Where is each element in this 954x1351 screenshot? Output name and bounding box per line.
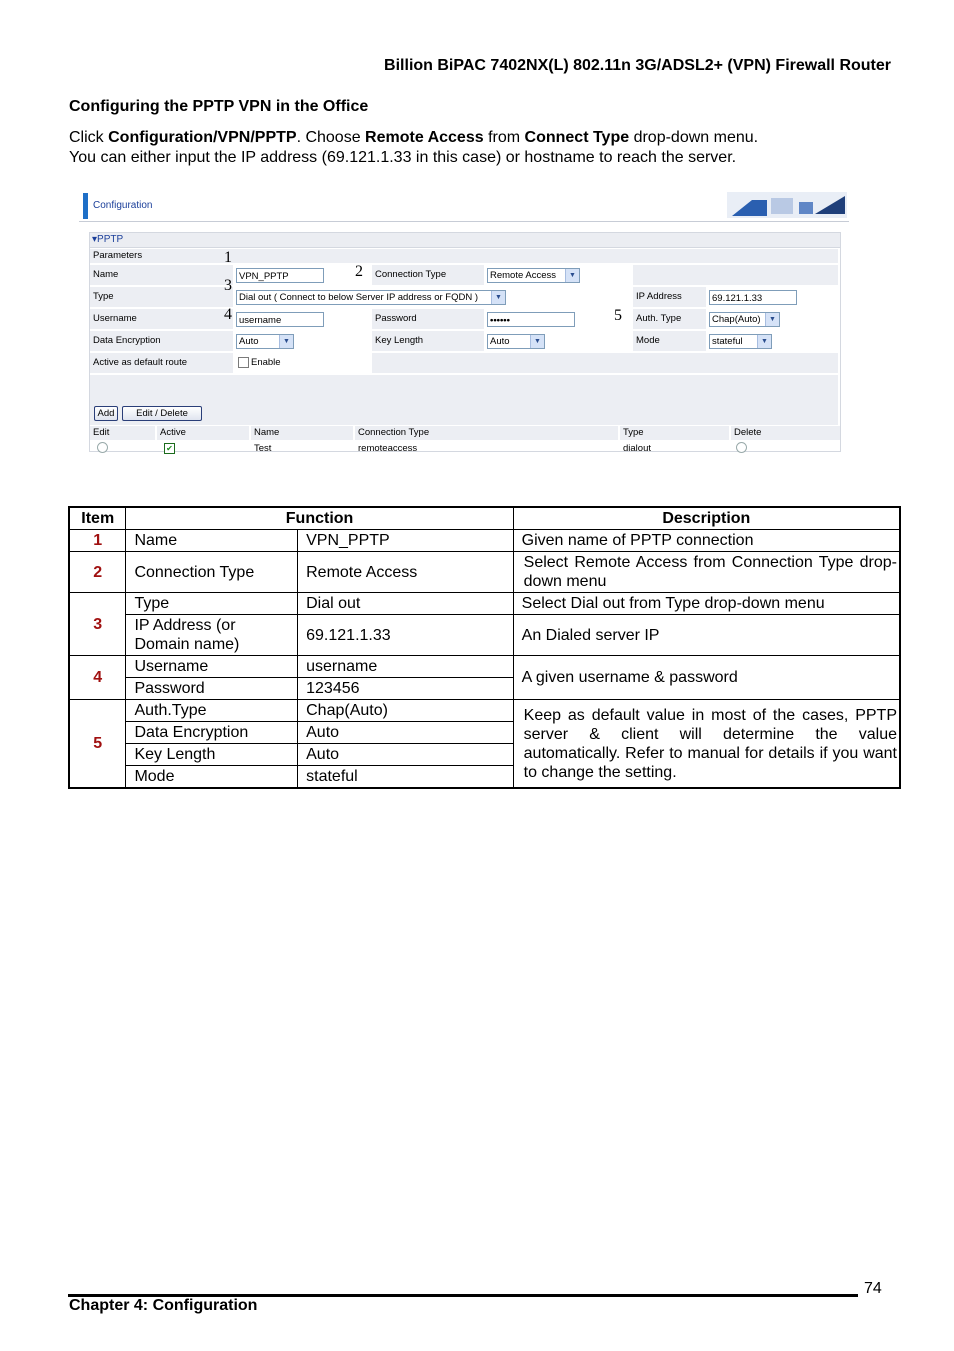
- function-value: 123456: [298, 678, 514, 700]
- callout-2: 2: [355, 263, 363, 280]
- function-name: Name: [126, 530, 298, 552]
- pptp-label: PPTP: [97, 234, 124, 245]
- table-row: [69, 700, 900, 722]
- chevron-down-icon: ▼: [279, 335, 293, 348]
- spacer-row: [90, 375, 840, 403]
- parameters-row: [90, 249, 840, 263]
- function-name: Auth.Type: [126, 700, 298, 722]
- callout-1: 1: [224, 249, 232, 266]
- item-number: 5: [69, 700, 126, 789]
- keylen-label: Key Length: [372, 331, 486, 351]
- function-value: Auto: [298, 744, 514, 766]
- password-label: Password: [372, 309, 486, 329]
- table-row: [69, 530, 900, 552]
- configuration-title: Configuration: [93, 200, 153, 211]
- mode-select[interactable]: [709, 334, 772, 349]
- conn-type-cell: [486, 265, 633, 285]
- intro-part: from: [483, 129, 525, 146]
- auth-select[interactable]: [709, 312, 780, 327]
- col-active: Active: [157, 426, 251, 440]
- section-title: Configuring the PPTP VPN in the Office: [69, 98, 369, 115]
- edit-delete-button[interactable]: Edit / Delete: [122, 406, 202, 421]
- radio-icon: [736, 442, 747, 453]
- function-value: Chap(Auto): [298, 700, 514, 722]
- item-number: 3: [69, 593, 126, 656]
- header-description: Description: [513, 507, 900, 530]
- name-cell: [235, 265, 372, 285]
- name-row: [90, 265, 840, 285]
- function-name: Type: [126, 593, 298, 615]
- intro-part: Click: [69, 129, 109, 146]
- intro-text: [69, 128, 889, 168]
- col-delete: Delete: [731, 426, 840, 440]
- col-edit: Edit: [90, 426, 157, 440]
- header-item: Item: [69, 507, 126, 530]
- intro-bold: Configuration/VPN/PPTP: [108, 129, 297, 146]
- password-cell: [486, 309, 633, 329]
- intro-bold: Connect Type: [524, 129, 630, 146]
- buttons-row: [90, 403, 840, 425]
- type-value: Dial out ( Connect to below Server IP address or FQDN ): [239, 292, 479, 303]
- description: Given name of PPTP connection: [513, 530, 900, 552]
- col-conn-type: Connection Type: [355, 426, 620, 440]
- function-value: 69.121.1.33: [298, 615, 514, 656]
- pptp-panel: [89, 232, 841, 452]
- function-name: Password: [126, 678, 298, 700]
- type-row: [90, 287, 840, 307]
- description: An Dialed server IP: [513, 615, 900, 656]
- row-name: Test: [254, 443, 272, 454]
- default-route-label: Active as default route: [90, 353, 235, 373]
- callout-3: 3: [224, 277, 232, 294]
- header-illustration-icon: [727, 192, 847, 218]
- keylen-cell: [486, 331, 633, 351]
- parameters-label: Parameters: [90, 249, 840, 263]
- callout-5: 5: [614, 307, 622, 324]
- ip-input[interactable]: 69.121.1.33: [709, 290, 797, 305]
- ip-label: IP Address: [633, 287, 708, 307]
- username-row: [90, 309, 840, 329]
- username-label: Username: [90, 309, 235, 329]
- intro-part: . Choose: [296, 129, 366, 146]
- description: Keep as default value in most of the cases, PPTP server & client will determine the value automatically. Refer to manual for details if you want to change the setting.: [513, 700, 900, 789]
- description: Select Dial out from Type drop-down menu: [513, 593, 900, 615]
- delete-radio[interactable]: [733, 442, 747, 456]
- intro-line2: You can either input the IP address (69.121.1.33 in this case) or hostname to reach the server.: [69, 149, 737, 166]
- buttons-cell: [90, 403, 840, 425]
- row-conn-type: remoteaccess: [358, 443, 418, 454]
- col-name: Name: [251, 426, 355, 440]
- auth-cell: [708, 309, 840, 329]
- password-input[interactable]: ••••••: [487, 312, 575, 327]
- item-number: 2: [69, 552, 126, 593]
- enc-label: Data Encryption: [90, 331, 235, 351]
- screenshot-header: [79, 190, 849, 222]
- active-checkbox[interactable]: [161, 442, 177, 456]
- spacer-cell: [90, 375, 840, 403]
- enc-cell: [235, 331, 372, 351]
- conn-type-select[interactable]: [487, 268, 580, 283]
- check-icon: ✔: [164, 443, 175, 454]
- table-row: [69, 552, 900, 593]
- item-number: 1: [69, 530, 126, 552]
- intro-bold: Remote Access: [365, 129, 484, 146]
- function-name: Connection Type: [126, 552, 298, 593]
- username-input[interactable]: username: [236, 312, 324, 327]
- pptp-panel-title[interactable]: ▾PPTP: [90, 233, 840, 248]
- chevron-down-icon: ▼: [765, 313, 779, 326]
- page-number: 74: [864, 1280, 882, 1297]
- enc-select[interactable]: [236, 334, 294, 349]
- auth-value: Chap(Auto): [712, 314, 761, 325]
- mode-cell: [708, 331, 840, 351]
- document-header: Billion BiPAC 7402NX(L) 802.11n 3G/ADSL2+ (VPN) Firewall Router: [384, 57, 891, 74]
- row-type: dialout: [623, 443, 651, 454]
- mode-value: stateful: [712, 336, 743, 347]
- function-name: IP Address (or Domain name): [126, 615, 298, 656]
- description: A given username & password: [513, 656, 900, 700]
- intro-part: drop-down menu.: [629, 129, 759, 146]
- radio-icon: [97, 442, 108, 453]
- default-route-cell: [235, 353, 372, 373]
- enc-value: Auto: [239, 336, 259, 347]
- keylen-select[interactable]: [487, 334, 545, 349]
- add-button[interactable]: Add: [94, 406, 118, 421]
- item-number: 4: [69, 656, 126, 700]
- function-value: Remote Access: [298, 552, 514, 593]
- keylen-value: Auto: [490, 336, 510, 347]
- name-input[interactable]: VPN_PPTP: [236, 268, 324, 283]
- enable-checkbox[interactable]: [238, 357, 249, 368]
- function-value: Auto: [298, 722, 514, 744]
- edit-radio[interactable]: [94, 442, 108, 456]
- accent-bar: [83, 193, 88, 219]
- function-value: username: [298, 656, 514, 678]
- empty-cell: [633, 265, 840, 285]
- chapter-label: Chapter 4: Configuration: [69, 1297, 258, 1314]
- type-select[interactable]: [236, 290, 506, 305]
- col-type: Type: [620, 426, 731, 440]
- description: Select Remote Access from Connection Type drop-down menu: [513, 552, 900, 593]
- auth-label: Auth. Type: [633, 309, 708, 329]
- enable-label: Enable: [251, 357, 281, 368]
- table-row: [69, 615, 900, 656]
- chevron-down-icon: ▼: [530, 335, 544, 348]
- default-route-row: [90, 353, 840, 373]
- type-cell: [235, 287, 633, 307]
- chevron-down-icon: ▼: [757, 335, 771, 348]
- type-label: Type: [90, 287, 235, 307]
- header-function: Function: [126, 507, 513, 530]
- ip-cell: [708, 287, 840, 307]
- conn-type-label: Connection Type: [372, 265, 486, 285]
- callout-4: 4: [224, 306, 232, 323]
- conn-type-value: Remote Access: [490, 270, 556, 281]
- function-table: [68, 506, 901, 789]
- empty-cell: [372, 353, 840, 373]
- function-name: Key Length: [126, 744, 298, 766]
- table-header-row: [69, 507, 900, 530]
- mode-label: Mode: [633, 331, 708, 351]
- function-name: Mode: [126, 766, 298, 789]
- name-label: Name: [90, 265, 235, 285]
- chevron-down-icon: ▼: [565, 269, 579, 282]
- function-name: Data Encryption: [126, 722, 298, 744]
- table-row: [69, 593, 900, 615]
- function-value: VPN_PPTP: [298, 530, 514, 552]
- router-screenshot: [79, 190, 852, 465]
- username-cell: [235, 309, 372, 329]
- chevron-down-icon: ▼: [491, 291, 505, 304]
- function-name: Username: [126, 656, 298, 678]
- encryption-row: [90, 331, 840, 351]
- table-row: [69, 656, 900, 678]
- function-value: stateful: [298, 766, 514, 789]
- function-value: Dial out: [298, 593, 514, 615]
